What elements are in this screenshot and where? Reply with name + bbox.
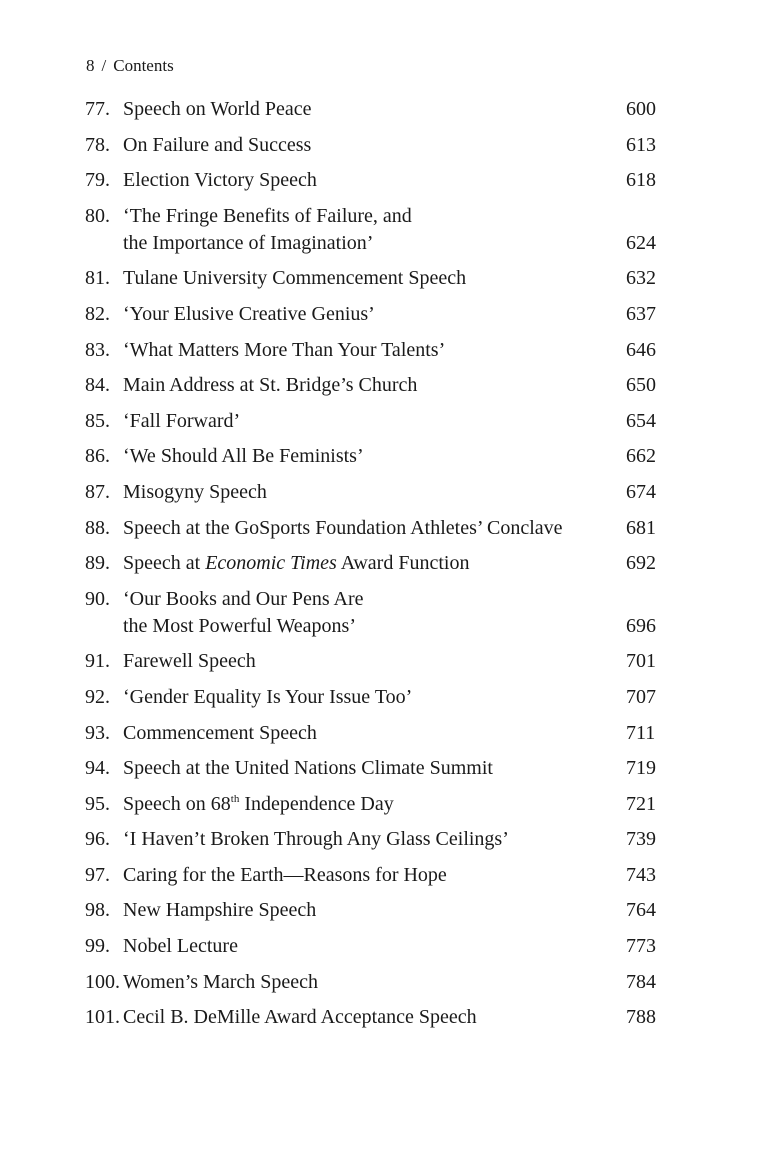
title-text: Independence Day xyxy=(239,792,394,815)
running-head xyxy=(86,55,174,77)
toc-entry xyxy=(0,439,761,475)
toc-entry xyxy=(0,92,761,128)
entry-title xyxy=(123,1004,603,1031)
running-head-separator: / xyxy=(101,56,107,75)
entry-number: 79. xyxy=(85,169,110,192)
entry-title xyxy=(123,408,603,435)
entry-title-line: the Most Powerful Weapons’ xyxy=(123,614,356,637)
entry-title-line xyxy=(123,791,603,818)
entry-title-line: Nobel Lecture xyxy=(123,935,238,958)
entry-number: 78. xyxy=(85,133,110,156)
entry-number: 89. xyxy=(85,552,110,575)
entry-page-number: 764 xyxy=(626,899,656,922)
entry-title xyxy=(123,648,603,675)
entry-title-line: ‘I Haven’t Broken Through Any Glass Ceilings’ xyxy=(123,828,509,851)
title-text: Award Function xyxy=(336,552,470,575)
entry-page-number: 681 xyxy=(626,516,656,539)
entry-number: 101. xyxy=(85,1006,120,1029)
entry-number: 96. xyxy=(85,828,110,851)
entry-title-line: Misogyny Speech xyxy=(123,480,267,503)
toc-entry xyxy=(0,822,761,858)
entry-title-line: Commencement Speech xyxy=(123,721,317,744)
entry-page-number: 662 xyxy=(626,445,656,468)
entry-number: 90. xyxy=(85,587,110,610)
entry-page-number: 650 xyxy=(626,374,656,397)
toc-entry xyxy=(0,680,761,716)
entry-page-number: 701 xyxy=(626,650,656,673)
entry-page-number: 613 xyxy=(626,133,656,156)
entry-page-number: 711 xyxy=(626,721,656,744)
entry-title xyxy=(123,755,603,782)
toc-entry xyxy=(0,546,761,582)
running-head-section: Contents xyxy=(113,56,174,75)
entry-page-number: 646 xyxy=(626,338,656,361)
entry-title-line: Cecil B. DeMille Award Acceptance Speech xyxy=(123,1006,477,1029)
toc-entry xyxy=(0,199,761,262)
entry-title-line: ‘Our Books and Our Pens Are xyxy=(123,587,364,610)
toc-entry xyxy=(0,163,761,199)
entry-page-number: 784 xyxy=(626,970,656,993)
entry-title-line: On Failure and Success xyxy=(123,133,312,156)
title-italic-text: Economic Times xyxy=(205,552,337,575)
entry-page-number: 743 xyxy=(626,863,656,886)
entry-page-number: 600 xyxy=(626,98,656,120)
entry-page-number: 696 xyxy=(626,614,656,637)
entry-title xyxy=(123,791,603,818)
entry-title xyxy=(123,167,603,194)
entry-title-line: Speech at the United Nations Climate Summit xyxy=(123,757,493,780)
entry-title-line: Speech at the GoSports Foundation Athletes’ Conclave xyxy=(123,516,563,539)
toc-entry xyxy=(0,368,761,404)
toc-entry xyxy=(0,511,761,547)
entry-title-line: ‘What Matters More Than Your Talents’ xyxy=(123,338,446,361)
entry-number: 91. xyxy=(85,650,110,673)
entry-page-number: 788 xyxy=(626,1006,656,1029)
entry-number: 88. xyxy=(85,516,110,539)
entry-page-number: 632 xyxy=(626,267,656,290)
entry-title-line: Election Victory Speech xyxy=(123,169,317,192)
entry-number: 99. xyxy=(85,935,110,958)
entry-number: 98. xyxy=(85,899,110,922)
entry-title xyxy=(123,132,603,159)
entry-title-line: ‘Fall Forward’ xyxy=(123,409,241,432)
entry-title xyxy=(123,897,603,924)
entry-title xyxy=(123,96,603,123)
entry-title xyxy=(123,265,603,292)
entry-title xyxy=(123,443,603,470)
toc-entry xyxy=(0,1000,761,1036)
entry-title-line: the Importance of Imagination’ xyxy=(123,231,374,254)
entry-page-number: 721 xyxy=(626,792,656,815)
toc-entry xyxy=(0,297,761,333)
entry-title xyxy=(123,479,603,506)
toc-entry xyxy=(0,929,761,965)
entry-number: 80. xyxy=(85,204,110,227)
entry-page-number: 773 xyxy=(626,935,656,958)
entry-title xyxy=(123,586,603,640)
entry-number: 93. xyxy=(85,721,110,744)
entry-title-line: Farewell Speech xyxy=(123,650,256,673)
entry-title xyxy=(123,372,603,399)
entry-title-line xyxy=(123,550,603,577)
toc-entry xyxy=(0,582,761,645)
entry-number: 83. xyxy=(85,338,110,361)
table-of-contents xyxy=(0,92,761,1036)
toc-entry xyxy=(0,404,761,440)
entry-number: 81. xyxy=(85,267,110,290)
entry-title xyxy=(123,720,603,747)
toc-entry xyxy=(0,261,761,297)
entry-title xyxy=(123,933,603,960)
entry-number: 87. xyxy=(85,480,110,503)
toc-entry xyxy=(0,716,761,752)
entry-number: 77. xyxy=(85,98,110,120)
entry-title xyxy=(123,515,603,542)
toc-entry xyxy=(0,965,761,1001)
entry-title-line: ‘The Fringe Benefits of Failure, and xyxy=(123,204,412,227)
entry-title-line: Women’s March Speech xyxy=(123,970,318,993)
entry-title-line: Main Address at St. Bridge’s Church xyxy=(123,374,418,397)
toc-entry xyxy=(0,475,761,511)
entry-title xyxy=(123,826,603,853)
entry-page-number: 739 xyxy=(626,828,656,851)
entry-number: 86. xyxy=(85,445,110,468)
entry-title xyxy=(123,550,603,577)
toc-entry xyxy=(0,333,761,369)
entry-title xyxy=(123,337,603,364)
toc-entry xyxy=(0,128,761,164)
toc-entry xyxy=(0,644,761,680)
entry-title-line: New Hampshire Speech xyxy=(123,899,317,922)
toc-entry xyxy=(0,893,761,929)
title-superscript: th xyxy=(230,792,240,805)
entry-page-number: 707 xyxy=(626,685,656,708)
entry-title xyxy=(123,203,603,257)
entry-page-number: 654 xyxy=(626,409,656,432)
entry-title xyxy=(123,862,603,889)
entry-title-line: Caring for the Earth—Reasons for Hope xyxy=(123,863,447,886)
entry-title-line: ‘We Should All Be Feminists’ xyxy=(123,445,364,468)
folio-page-number: 8 xyxy=(86,56,95,75)
entry-number: 84. xyxy=(85,374,110,397)
toc-entry xyxy=(0,751,761,787)
entry-page-number: 674 xyxy=(626,480,656,503)
toc-entry xyxy=(0,787,761,823)
entry-title xyxy=(123,969,603,996)
entry-title-line: ‘Gender Equality Is Your Issue Too’ xyxy=(123,685,413,708)
entry-title-line: ‘Your Elusive Creative Genius’ xyxy=(123,302,375,325)
entry-title xyxy=(123,301,603,328)
entry-number: 85. xyxy=(85,409,110,432)
entry-page-number: 719 xyxy=(626,757,656,780)
entry-title xyxy=(123,684,603,711)
entry-page-number: 618 xyxy=(626,169,656,192)
entry-title-line: Tulane University Commencement Speech xyxy=(123,267,467,290)
toc-entry xyxy=(0,858,761,894)
entry-number: 94. xyxy=(85,757,110,780)
title-text: Speech on 68 xyxy=(123,792,231,815)
title-text: Speech at xyxy=(123,552,206,575)
entry-page-number: 637 xyxy=(626,302,656,325)
entry-page-number: 624 xyxy=(626,231,656,254)
entry-number: 95. xyxy=(85,792,110,815)
entry-number: 97. xyxy=(85,863,110,886)
entry-number: 100. xyxy=(85,970,120,993)
entry-page-number: 692 xyxy=(626,552,656,575)
entry-number: 82. xyxy=(85,302,110,325)
entry-number: 92. xyxy=(85,685,110,708)
entry-title-line: Speech on World Peace xyxy=(123,98,312,120)
